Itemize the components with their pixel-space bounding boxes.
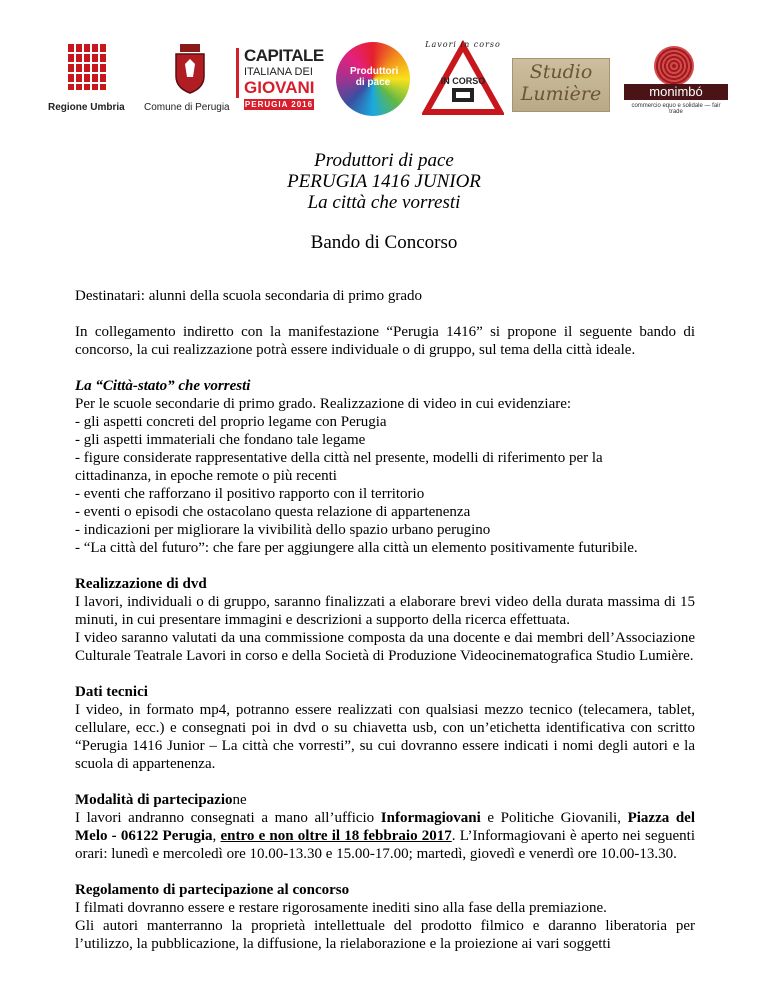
monimbo-name: monimbó bbox=[624, 84, 728, 100]
section-regolamento-paragraph-1: I filmati dovranno essere e restare rigorosamente inediti sino alla fase della premiazione. bbox=[75, 900, 607, 916]
section-modalita-paragraph bbox=[75, 809, 695, 863]
regione-umbria-emblem-icon bbox=[66, 44, 110, 90]
section-regolamento-paragraph-2: Gli autori manterranno la proprietà intellettuale del prodotto filmico e daranno liberatoria per l’utilizzo, la pubblicazione, la diffusione, la rielaborazione e la proiezione ai vari soggetti bbox=[75, 918, 695, 952]
list-item: - gli aspetti immateriali che fondano tale legame bbox=[75, 432, 366, 448]
section-citta-stato-lead: Per le scuole secondarie di primo grado. Realizzazione di video in cui evidenziare: bbox=[75, 396, 572, 412]
lumiere-logo-text: Studio Lumière bbox=[520, 61, 602, 105]
monimbo-logo bbox=[624, 46, 728, 116]
lavori-logo-text: Lavori in corso bbox=[425, 40, 501, 49]
capitale-bar bbox=[236, 48, 239, 98]
capitale-line2: ITALIANA DEI bbox=[244, 66, 313, 78]
title-line-3: La città che vorresti bbox=[307, 192, 461, 213]
informagiovani-bold: Informagiovani bbox=[380, 810, 481, 826]
section-dati-tecnici-paragraph: I video, in formato mp4, potranno essere realizzati con qualsiasi mezzo tecnico (telecamera, tablet, cellulare, ecc.) e consegnati poi in dvd o su chiavetta usb, con un’etichetta identificativa con scritto “Perugia 1416 Junior – La città che vorresti”, su cui dovranno essere indicati i nomi degli autori e la scuola di appartenenza. bbox=[75, 702, 695, 772]
regione-umbria-label: Regione Umbria bbox=[48, 102, 125, 113]
list-item: - “La città del futuro”: che fare per aggiungere alla città un elemento positivamente futuribile. bbox=[75, 540, 638, 556]
capitale-giovani-logo bbox=[234, 46, 326, 110]
list-item: - indicazioni per migliorare la vivibilità dello spazio urbano perugino bbox=[75, 522, 491, 538]
monimbo-subtitle: commercio equo e solidale — fair trade bbox=[631, 103, 721, 115]
capitale-line1: CAPITALE bbox=[244, 46, 324, 65]
intro-paragraph: In collegamento indiretto con la manifestazione “Perugia 1416” si propone il seguente bando di concorso, la cui realizzazione potrà essere individuale o di gruppo, sul tema della città ideale. bbox=[75, 324, 695, 358]
section-citta-stato-list bbox=[75, 413, 695, 557]
section-dvd-paragraph-2: I video saranno valutati da una commissione composta da una docente e dai membri dell’Associazione Culturale Teatrale Lavori in corso e della Società di Produzione Videocinematografica Studio Lumière. bbox=[75, 630, 695, 664]
section-modalita-heading-bold: Modalità di partecipazio bbox=[75, 792, 233, 808]
deadline-bold-underlined: entro e non oltre il 18 febbraio 2017 bbox=[220, 828, 452, 844]
regione-umbria-logo bbox=[48, 44, 128, 114]
section-dati-tecnici-heading: Dati tecnici bbox=[75, 684, 148, 700]
document-body bbox=[75, 287, 695, 953]
monimbo-disc-icon bbox=[654, 46, 694, 86]
svg-text:IN CORSO: IN CORSO bbox=[440, 76, 486, 86]
section-regolamento-heading: Regolamento di partecipazione al concorso bbox=[75, 882, 350, 898]
comune-perugia-label: Comune di Perugia bbox=[144, 102, 230, 113]
title-line-1: Produttori di pace bbox=[314, 150, 454, 171]
text-run: . L’Informagiovani è aperto nei seguenti orari: lunedì e mercoledì ore 10.00-13.30 e 15.00-17.00; martedì, giovedì e venerdì ore 10.00-13.30. bbox=[75, 828, 696, 862]
text-run: I lavori andranno consegnati a mano all’ufficio bbox=[75, 810, 381, 826]
section-citta-stato-heading: La “Città-stato” che vorresti bbox=[75, 378, 251, 394]
list-item: cittadinanza, in epoche remote o più recenti bbox=[75, 468, 337, 484]
comune-perugia-logo bbox=[140, 44, 240, 114]
logo-strip bbox=[48, 40, 728, 120]
bando-heading: Bando di Concorso bbox=[310, 232, 458, 253]
list-item: - gli aspetti concreti del proprio legame con Perugia bbox=[75, 414, 387, 430]
list-item: - eventi o episodi che ostacolano questa relazione di appartenenza bbox=[75, 504, 471, 520]
destinatari-line: Destinatari: alunni della scuola secondaria di primo grado bbox=[75, 288, 422, 304]
title-line-2: PERUGIA 1416 JUNIOR bbox=[287, 171, 481, 192]
produttori-logo-text: Produttori di pace bbox=[350, 66, 399, 88]
section-modalita-heading-rest: ne bbox=[232, 792, 247, 808]
perugia-coat-of-arms-icon bbox=[172, 44, 208, 94]
document-title bbox=[0, 150, 768, 213]
capitale-line3: GIOVANI bbox=[244, 78, 315, 97]
section-modalita-heading bbox=[75, 791, 695, 809]
section-dvd-heading: Realizzazione di dvd bbox=[75, 576, 207, 592]
studio-lumiere-logo bbox=[512, 58, 610, 112]
text-run: , bbox=[212, 828, 221, 844]
list-item: - eventi che rafforzano il positivo rapporto con il territorio bbox=[75, 486, 425, 502]
section-dvd-paragraph-1: I lavori, individuali o di gruppo, saranno finalizzati a elaborare brevi video della durata massima di 15 minuti, in cui presentare immagini e descrizioni a supporto della ricerca effettuata. bbox=[75, 594, 695, 628]
list-item: - figure considerate rappresentative della città nel presente, modelli di riferimento per la bbox=[75, 450, 603, 466]
text-run: e Politiche Giovanili, bbox=[480, 810, 628, 826]
lavori-in-corso-triangle-icon bbox=[422, 40, 504, 118]
lavori-in-corso-logo bbox=[422, 40, 504, 118]
produttori-di-pace-logo bbox=[336, 42, 410, 116]
capitale-line4: PERUGIA 2016 bbox=[244, 100, 314, 109]
address-bold: Piazza del Melo - 06122 Perugia bbox=[75, 810, 695, 844]
